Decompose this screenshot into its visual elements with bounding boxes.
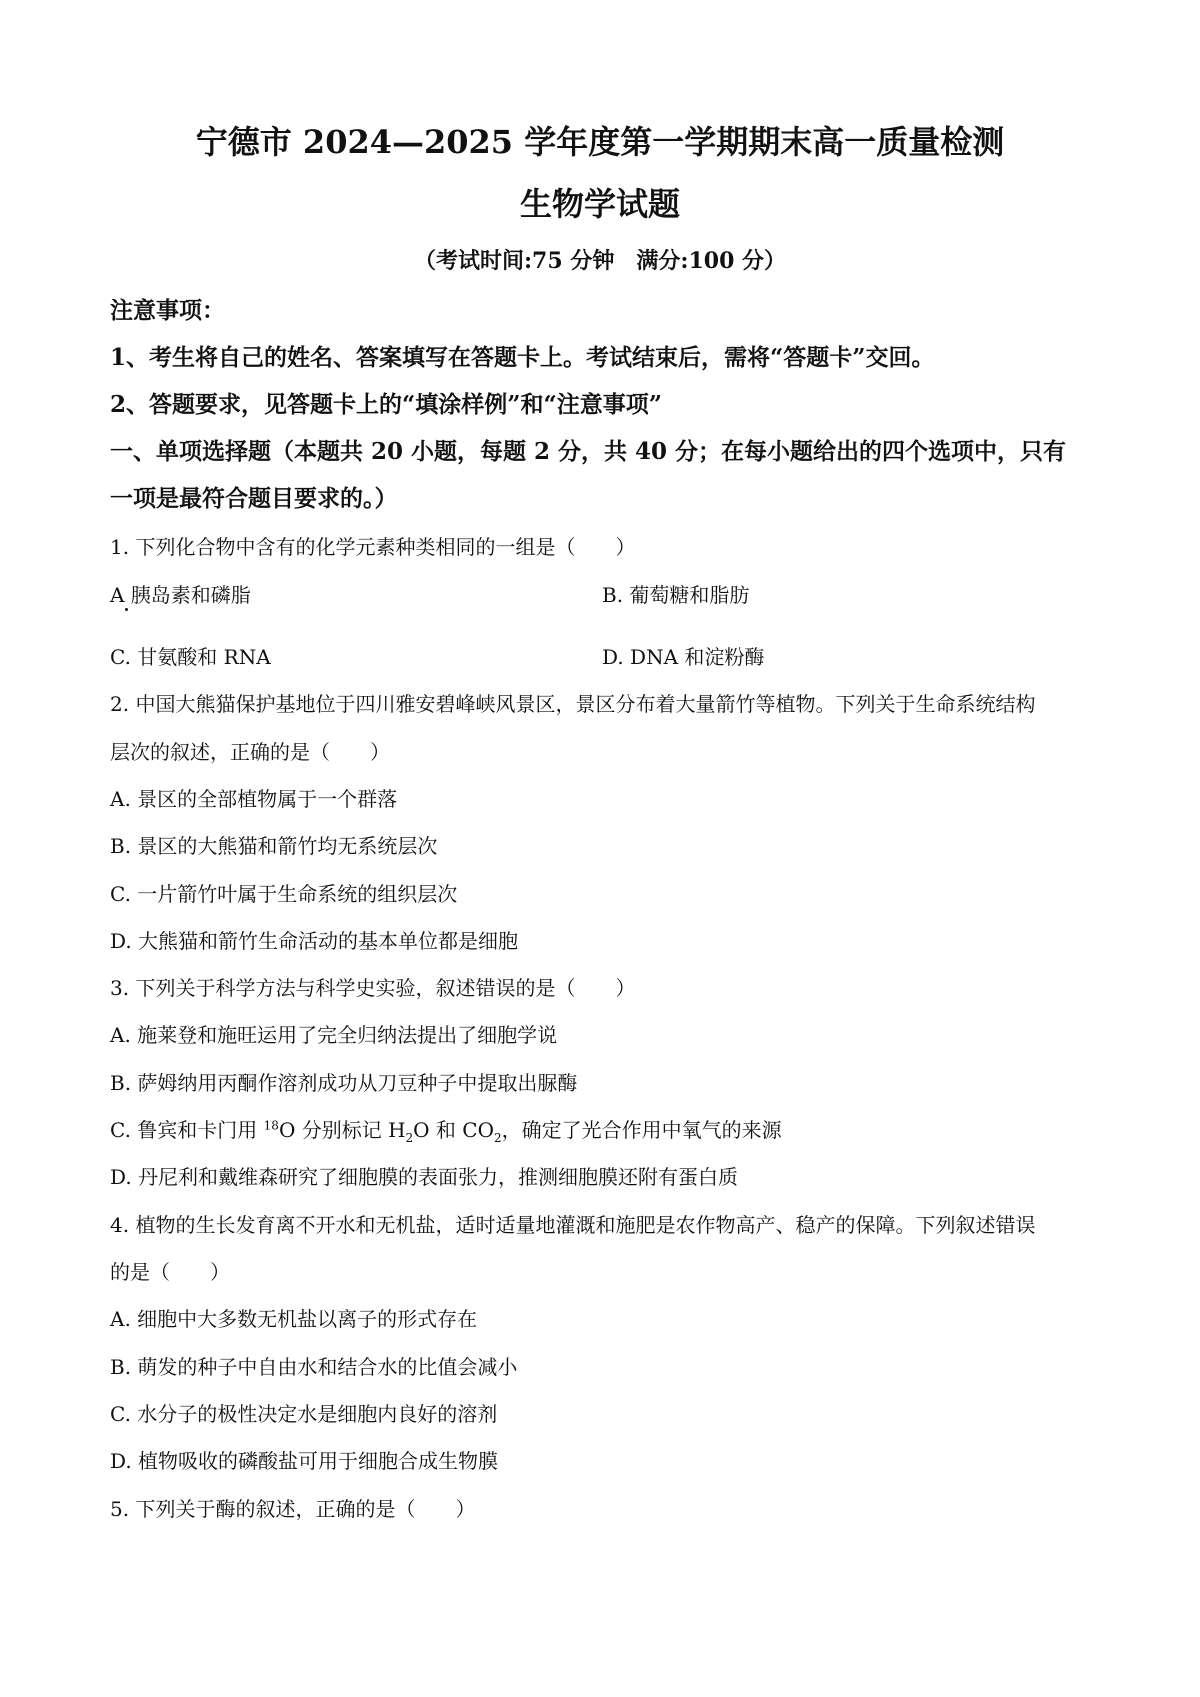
question-2-stem-line-1: 2. 中国大熊猫保护基地位于四川雅安碧峰峡风景区，景区分布着大量箭竹等植物。下列关于生命系统结构 (110, 692, 1036, 716)
question-1-option-a: A 胰岛素和磷脂 (110, 583, 251, 607)
question-5-stem: 5. 下列关于酶的叙述，正确的是（ ） (110, 1497, 476, 1521)
question-4-option-c: C. 水分子的极性决定水是细胞内良好的溶剂 (110, 1402, 498, 1426)
question-1-option-b: B. 葡萄糖和脂肪 (602, 583, 750, 607)
question-4-stem-line-2: 的是（ ） (110, 1260, 230, 1284)
stray-dot-mark (125, 608, 128, 611)
question-1-option-d: D. DNA 和淀粉酶 (602, 645, 765, 669)
question-2-option-d: D. 大熊猫和箭竹生命活动的基本单位都是细胞 (110, 929, 519, 953)
question-1-option-c: C. 甘氨酸和 RNA (110, 645, 271, 669)
question-4-stem-line-1: 4. 植物的生长发育离不开水和无机盐，适时适量地灌溉和施肥是农作物高产、稳产的保障。下列叙述错误 (110, 1213, 1036, 1237)
question-3-option-c-subscript-2: 2 (493, 1131, 502, 1145)
section-heading-line-2: 一项是最符合题目要求的。） (110, 485, 398, 512)
exam-info: （考试时间:75 分钟 满分:100 分） (413, 248, 787, 274)
question-3-option-d: D. 丹尼利和戴维森研究了细胞膜的表面张力，推测细胞膜还附有蛋白质 (110, 1165, 739, 1189)
question-3-option-c-text-4: ，确定了光合作用中氧气的来源 (501, 1118, 782, 1142)
question-3-option-c-text-2: O 分别标记 H (278, 1118, 406, 1142)
question-4-option-d: D. 植物吸收的磷酸盐可用于细胞合成生物膜 (110, 1449, 499, 1473)
question-3-option-c-subscript-1: 2 (405, 1131, 414, 1145)
question-2-option-a: A. 景区的全部植物属于一个群落 (110, 787, 398, 811)
exam-title: 宁德市 2024—2025 学年度第一学期期末高一质量检测 (195, 123, 1005, 161)
question-2-option-b: B. 景区的大熊猫和箭竹均无系统层次 (110, 834, 438, 858)
question-2-stem-line-2: 层次的叙述，正确的是（ ） (110, 740, 390, 764)
question-1-stem: 1. 下列化合物中含有的化学元素种类相同的一组是（ ） (110, 535, 636, 559)
question-3-option-c-text-3: O 和 CO (413, 1118, 494, 1142)
notes-item-2: 2、答题要求，见答题卡上的“填涂样例”和“注意事项” (110, 391, 662, 418)
question-3-option-a: A. 施莱登和施旺运用了完全归纳法提出了细胞学说 (110, 1023, 558, 1047)
question-3-option-c (110, 1116, 782, 1144)
question-3-option-b: B. 萨姆纳用丙酮作溶剂成功从刀豆种子中提取出脲酶 (110, 1071, 578, 1095)
question-2-option-c: C. 一片箭竹叶属于生命系统的组织层次 (110, 882, 458, 906)
section-heading-line-1: 一、单项选择题（本题共 20 小题，每题 2 分，共 40 分；在每小题给出的四个选项中，只有 (110, 438, 1067, 465)
question-3-stem: 3. 下列关于科学方法与科学史实验，叙述错误的是（ ） (110, 976, 636, 1000)
question-4-option-b: B. 萌发的种子中自由水和结合水的比值会减小 (110, 1355, 518, 1379)
question-3-option-c-text-1: C. 鲁宾和卡门用 (110, 1118, 264, 1142)
exam-subject-title: 生物学试题 (519, 185, 680, 223)
question-4-option-a: A. 细胞中大多数无机盐以离子的形式存在 (110, 1307, 478, 1331)
notes-heading: 注意事项： (110, 297, 225, 324)
notes-item-1: 1、考生将自己的姓名、答案填写在答题卡上。考试结束后，需将“答题卡”交回。 (110, 344, 935, 371)
question-3-option-c-superscript: 18 (263, 1118, 279, 1133)
